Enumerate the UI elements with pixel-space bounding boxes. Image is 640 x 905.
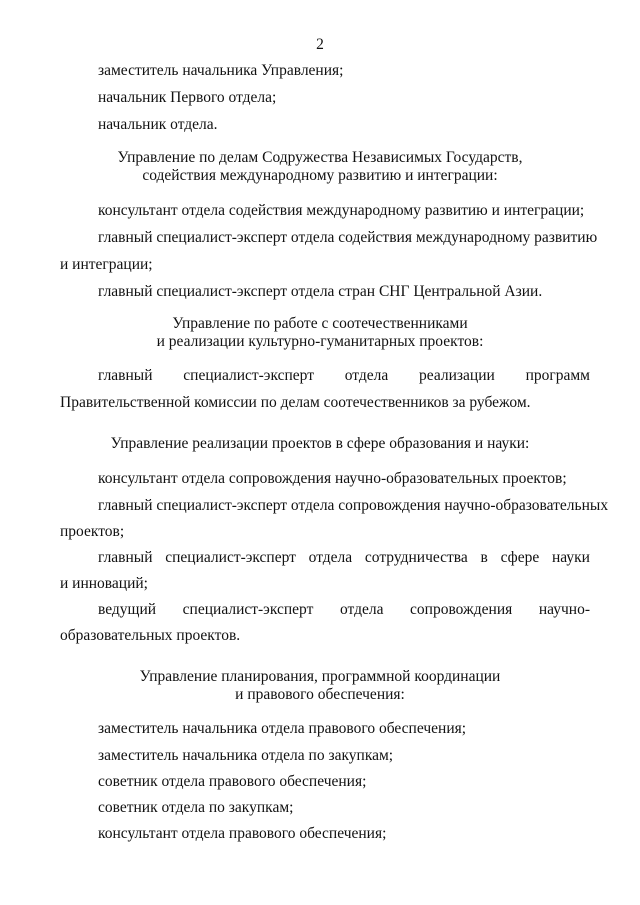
text-line: и интеграции; bbox=[60, 256, 153, 273]
word: отдела bbox=[339, 601, 384, 618]
justified-line bbox=[98, 549, 590, 567]
section-heading: Управление планирования, программной координации bbox=[139, 668, 501, 685]
justified-line bbox=[98, 367, 590, 385]
word: главный bbox=[98, 367, 153, 384]
word: в bbox=[480, 549, 488, 566]
text-line: образовательных проектов. bbox=[60, 627, 241, 644]
text-line: проектов; bbox=[60, 523, 125, 540]
section-heading: Управление по работе с соотечественниками bbox=[172, 315, 468, 332]
section-heading: содействия международному развитию и интеграции: bbox=[142, 167, 498, 184]
word: отдела bbox=[308, 549, 353, 566]
text-line: консультант отдела сопровождения научно-образовательных проектов; bbox=[98, 470, 567, 487]
word: отдела bbox=[344, 367, 389, 384]
text-line: заместитель начальника Управления; bbox=[98, 62, 344, 79]
section-heading: и правового обеспечения: bbox=[235, 686, 405, 703]
word: сфере bbox=[500, 549, 540, 566]
text-line: заместитель начальника отдела правового обеспечения; bbox=[98, 720, 467, 737]
justified-line bbox=[98, 601, 590, 619]
text-line: советник отдела правового обеспечения; bbox=[98, 773, 367, 790]
text-line: начальник отдела. bbox=[98, 116, 218, 133]
section-heading: Управление по делам Содружества Независимых Государств, bbox=[117, 149, 523, 166]
word: реализации bbox=[419, 367, 495, 384]
section-heading: Управление реализации проектов в сфере образования и науки: bbox=[110, 435, 530, 452]
section-heading: и реализации культурно-гуманитарных проектов: bbox=[156, 333, 484, 350]
word: главный bbox=[98, 549, 153, 566]
word: программ bbox=[525, 367, 590, 384]
word: специалист-эксперт bbox=[183, 367, 314, 384]
text-line: начальник Первого отдела; bbox=[98, 89, 277, 106]
text-line: заместитель начальника отдела по закупкам; bbox=[98, 747, 394, 764]
text-line: консультант отдела правового обеспечения; bbox=[98, 825, 387, 842]
text-line: Правительственной комиссии по делам соотечественников за рубежом. bbox=[60, 394, 531, 411]
text-line: советник отдела по закупкам; bbox=[98, 799, 294, 816]
text-line: и инноваций; bbox=[60, 575, 148, 592]
page-number: 2 bbox=[316, 36, 324, 53]
text-line: главный специалист-эксперт отдела стран СНГ Центральной Азии. bbox=[98, 283, 543, 300]
text-line: главный специалист-эксперт отдела сопровождения научно-образовательных bbox=[98, 497, 609, 514]
word: сопровождения bbox=[410, 601, 513, 618]
word: специалист-эксперт bbox=[182, 601, 314, 618]
word: ведущий bbox=[98, 601, 157, 618]
text-line: консультант отдела содействия международному развитию и интеграции; bbox=[98, 202, 585, 219]
word: сотрудничества bbox=[364, 549, 468, 566]
word: научно- bbox=[538, 601, 590, 618]
word: науки bbox=[551, 549, 590, 566]
text-line: главный специалист-эксперт отдела содействия международному развитию bbox=[98, 229, 598, 246]
word: специалист-эксперт bbox=[165, 549, 296, 566]
